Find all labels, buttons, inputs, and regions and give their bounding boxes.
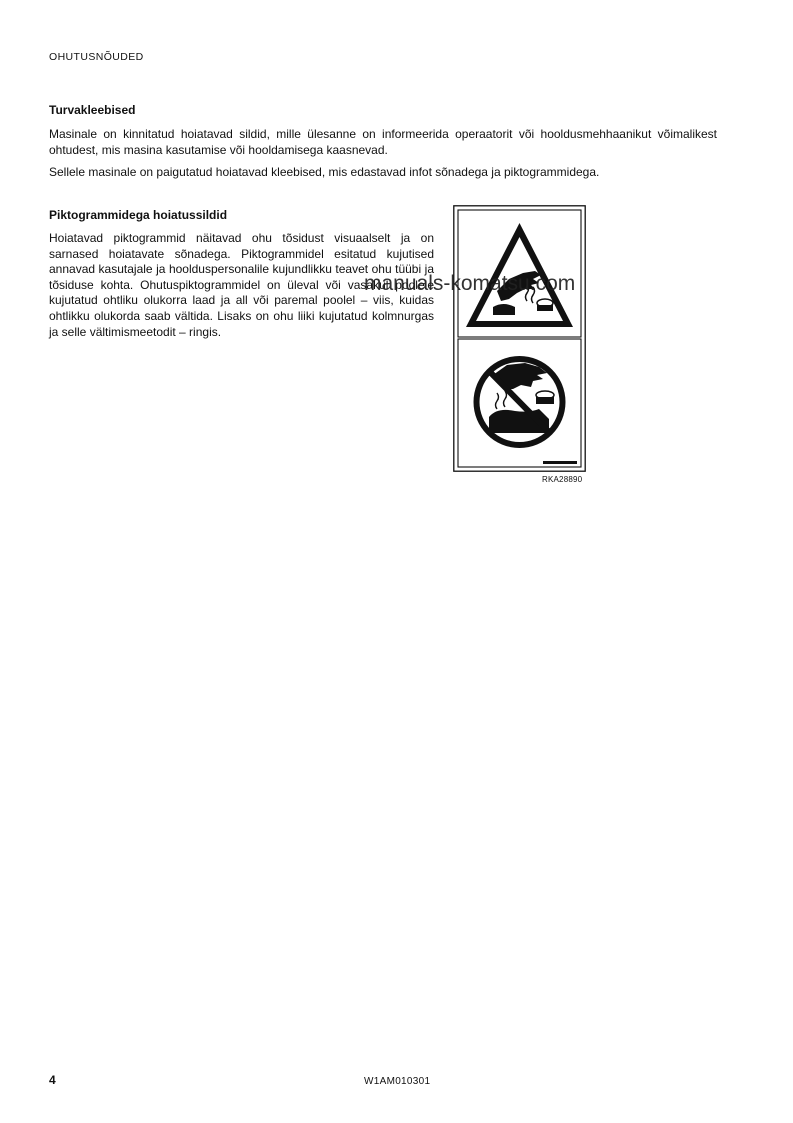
- page-number: 4: [49, 1073, 56, 1087]
- watermark-text: manuals-komatsu.com: [364, 272, 576, 295]
- section-title-turvakleebised: Turvakleebised: [49, 103, 136, 117]
- warning-sign-illustration: [453, 205, 586, 472]
- document-code: W1AM010301: [364, 1076, 431, 1087]
- paragraph-pictograms: Hoiatavad piktogrammid näitavad ohu tõsidust visuaalselt ja on sarnased hoiatavate sõnadega. Piktogrammidel esitatud kujutised annavad kasutajale ja hoolduspersonalile kujundlikku teavet ohu tüübi ja tõsiduse kohta. Ohutuspiktogrammidel on üleval või vasakul poolele kujutatud ohtliku olukorra laad ja all või paremal poolel – viis, kuidas ohtlikku olukorda saab vältida. Lisaks on ohu liiki kujutatud kolmnurgas ja selle vältimismeetodit – ringis.: [49, 231, 434, 339]
- section-header: OHUTUSNÕUDED: [49, 51, 144, 63]
- paragraph-stickers: Sellele masinale on paigutatud hoiatavad kleebised, mis edastavad infot sõnadega ja piktogrammidega.: [49, 165, 600, 179]
- do-not-touch-hot-surface-icon: [474, 356, 566, 448]
- figure-code: RKA28890: [542, 475, 583, 484]
- paragraph-intro: Masinale on kinnitatud hoiatavad sildid, mille ülesanne on informeerida operaatorit või hooldusmehhaanikut võimalikest ohtudest, mis masina kasutamise või hooldamisega kaasnevad.: [49, 127, 717, 157]
- section-title-pictogram-signs: Piktogrammidega hoiatussildid: [49, 208, 228, 222]
